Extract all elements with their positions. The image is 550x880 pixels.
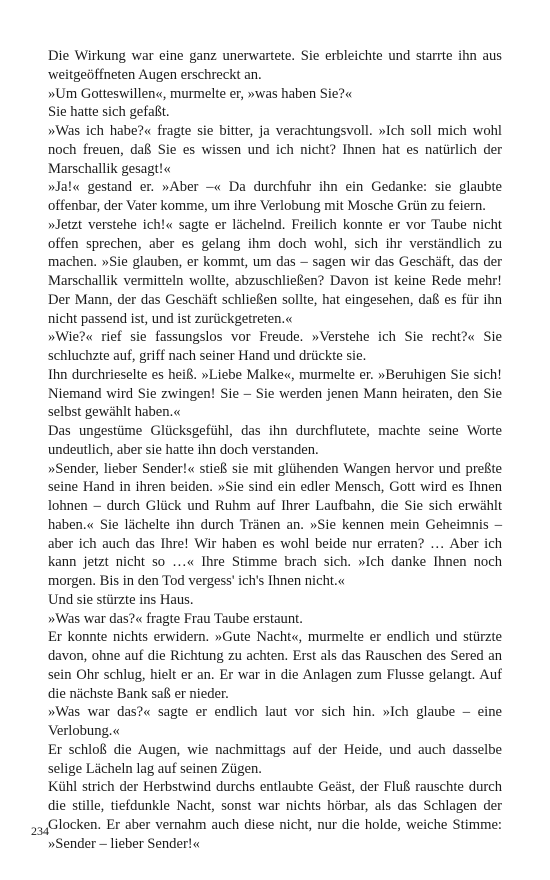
paragraph: Sie hatte sich gefaßt.	[48, 104, 170, 121]
paragraph: »Sender, lieber Sender!« stieß sie mit glühenden Wangen hervor und preßte seine Hand in ihren beiden. »Sie sind ein edler Mensch, Gott wird es Ihnen lohnen – durch Glück und Ruhm auf Ihrer Laufbahn, die Sie sich erwählt haben.« Sie lächelte ihn durch Tränen an. »Sie kennen mein Geheimnis – aber ich auch das Ihre! Wir haben es wohl beide nur erraten? … Aber ich kann jetzt nicht so …« Ihre Stimme brach sich. »Ich danke Ihnen noch morgen. Bis in den Tod vergess' ich's Ihnen nicht.«	[48, 460, 502, 589]
paragraph: Und sie stürzte ins Haus.	[48, 591, 194, 608]
paragraph: Das ungestüme Glücksgefühl, das ihn durchflutete, machte seine Worte undeutlich, aber sie hatte ihn doch verstanden.	[48, 423, 502, 458]
paragraph: »Was ich habe?« fragte sie bitter, ja verachtungsvoll. »Ich soll mich wohl noch freuen, daß Sie es wissen und ich nicht? Ihnen hat es natürlich der Marschallik gesagt!«	[48, 123, 502, 177]
paragraph: »Was war das?« sagte er endlich laut vor sich hin. »Ich glaube – eine Verlobung.«	[48, 704, 502, 739]
paragraph: »Wie?« rief sie fassungslos vor Freude. »Verstehe ich Sie recht?« Sie schluchzte auf, griff nach seiner Hand und drückte sie.	[48, 329, 502, 364]
paragraph: »Was war das?« fragte Frau Taube erstaunt.	[48, 610, 303, 627]
paragraph: Er schloß die Augen, wie nachmittags auf der Heide, und auch dasselbe selige Lächeln lag auf seinen Zügen.	[48, 741, 502, 777]
paragraph: Kühl strich der Herbstwind durchs entlaubte Geäst, der Fluß rauschte durch die stille, tiefdunkle Nacht, sonst war nichts hörbar, als das Schlagen der Glocken. Er aber vernahm auch diese nicht, nur die holde, weiche Stimme: »Sender – lieber Sender!«	[48, 779, 502, 852]
paragraph: Die Wirkung war eine ganz unerwartete. Sie erbleichte und starrte ihn aus weitgeöffneten Augen erschreckt an.	[48, 48, 502, 83]
paragraph: »Ja!« gestand er. »Aber –« Da durchfuhr ihn ein Gedanke: sie glaubte offenbar, der Vater komme, um ihre Verlobung mit Mosche Grün zu feiern.	[48, 179, 502, 214]
paragraph: »Um Gotteswillen«, murmelte er, »was haben Sie?«	[48, 85, 353, 102]
paragraph: »Jetzt verstehe ich!« sagte er lächelnd. Freilich konnte er vor Taube nicht offen sprechen, aber es gelang ihm doch wohl, sich ihr verständlich zu machen. »Sie glauben, er kommt, um das – sagen wir das Geschäft, das der Marschallik vermitteln wollte, abzuschließen? Davon ist keine Rede mehr! Der Mann, der das Geschäft schließen sollte, hat eingesehen, daß es für ihn nicht passend ist, und ist zurückgetreten.«	[48, 216, 502, 327]
body-text	[48, 47, 502, 853]
paragraph: Ihn durchrieselte es heiß. »Liebe Malke«, murmelte er. »Beruhigen Sie sich! Niemand wird Sie zwingen! Sie – Sie werden jenen Mann heiraten, den Sie selbst gewählt haben.«	[48, 366, 502, 421]
paragraph: Er konnte nichts erwidern. »Gute Nacht«, murmelte er endlich und stürzte davon, ohne auf die Richtung zu achten. Erst als das Rauschen des Sered an sein Ohr schlug, hielt er an. Er war in die Anlagen zum Flusse gelangt. Auf die nächste Bank saß er nieder.	[48, 629, 502, 702]
page-number: 234	[31, 824, 49, 838]
